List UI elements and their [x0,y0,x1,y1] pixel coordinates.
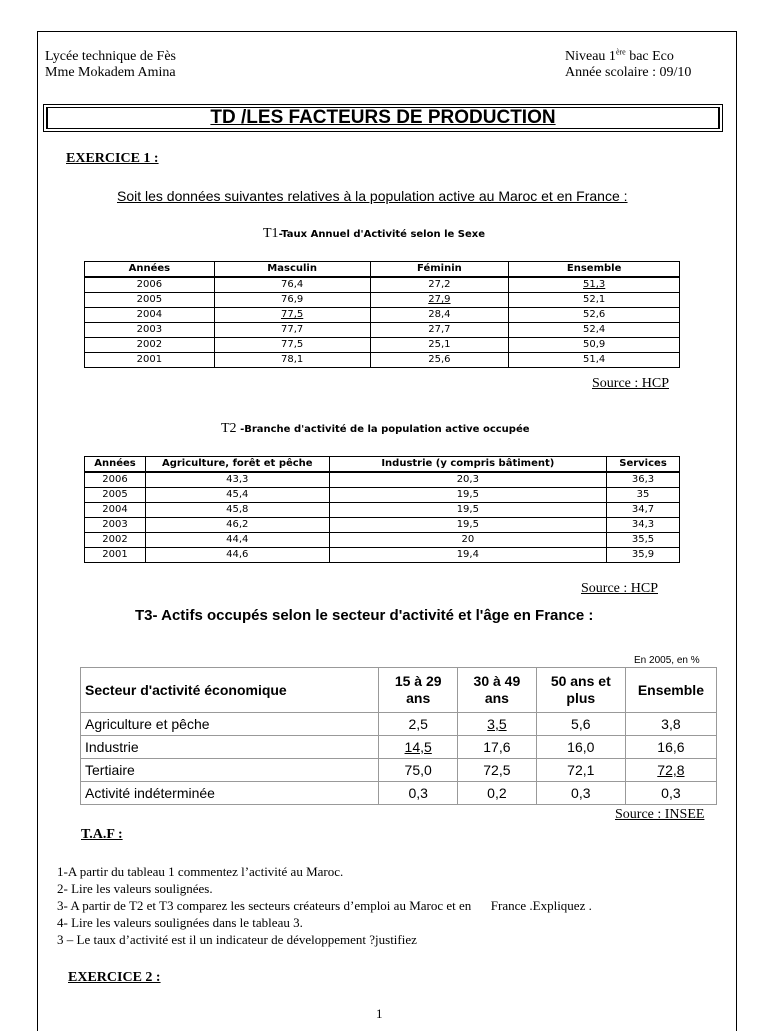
t2-header-row: Années Agriculture, forêt et pêche Industrie (y compris bâtiment) Services [85,457,680,473]
list-item: 4- Lire les valeurs soulignées dans le tableau 3. [57,915,303,930]
exercise1-intro: Soit les données suivantes relatives à la population active au Maroc et en France : [117,188,628,204]
table-row: 2006 76,4 27,2 51,3 [85,277,680,293]
t3-title: T3- Actifs occupés selon le secteur d'activité et l'âge en France : [135,607,594,624]
table-row: 2004 45,8 19,5 34,7 [85,503,680,518]
school-year: Année scolaire : 09/10 [565,65,692,80]
exercise2-heading: EXERCICE 2 : [68,970,161,985]
table-row: Activité indéterminée 0,3 0,2 0,3 0,3 [81,782,717,805]
table-row: 2002 44,4 20 35,5 [85,533,680,548]
t3-note: En 2005, en % [634,655,700,666]
list-item: 3 – Le taux d’activité est il un indicateur de développement ?justifiez [57,932,417,947]
page-title: TD /LES FACTEURS DE PRODUCTION [210,107,556,128]
list-item: 1-A partir du tableau 1 commentez l’activité au Maroc. [57,864,344,879]
table-row: 2003 46,2 19,5 34,3 [85,518,680,533]
t1-header-row: Années Masculin Féminin Ensemble [85,262,680,278]
page-number: 1 [376,1006,383,1021]
table-row: 2001 78,1 25,6 51,4 [85,353,680,368]
title-box [43,104,723,132]
table-row: 2005 45,4 19,5 35 [85,488,680,503]
taf-heading: T.A.F : [81,827,123,842]
t3-source: Source : INSEE [615,807,705,822]
level-sup: ère [615,47,626,57]
t1-table [84,261,680,368]
table-row: 2005 76,9 27,9 52,1 [85,293,680,308]
school-name: Lycée technique de Fès [45,49,177,64]
t1-title: T1-Taux Annuel d'Activité selon le Sexe [263,226,485,241]
table-row: 2001 44,6 19,4 35,9 [85,548,680,563]
table-row: 2002 77,5 25,1 50,9 [85,338,680,353]
table-row: 2003 77,7 27,7 52,4 [85,323,680,338]
teacher-name: Mme Mokadem Amina [45,65,176,80]
t2-title: T2 -Branche d'activité de la population active occupée [221,421,530,436]
exercise1-heading: EXERCICE 1 : [66,151,159,166]
t2-source: Source : HCP [581,581,658,596]
list-item: 3- A partir de T2 et T3 comparez les secteurs créateurs d’emploi au Maroc et en France .Expliquez . [57,898,592,913]
table-row: Agriculture et pêche 2,5 3,5 5,6 3,8 [81,713,717,736]
level: Niveau 1ère bac Eco [565,47,674,64]
header-left [45,49,176,81]
t3-header-row: Secteur d'activité économique 15 à 29 ans 30 à 49 ans 50 ans et plus Ensemble [81,668,717,713]
table-row: Tertiaire 75,0 72,5 72,1 72,8 [81,759,717,782]
table-row: 2004 77,5 28,4 52,6 [85,308,680,323]
t2-table [84,456,680,563]
taf-list [57,863,727,948]
t3-table [80,667,717,805]
table-row: Industrie 14,5 17,6 16,0 16,6 [81,736,717,759]
t1-source: Source : HCP [592,376,669,391]
table-row: 2006 43,3 20,3 36,3 [85,472,680,488]
header-right [565,49,691,81]
list-item: 2- Lire les valeurs soulignées. [57,881,213,896]
